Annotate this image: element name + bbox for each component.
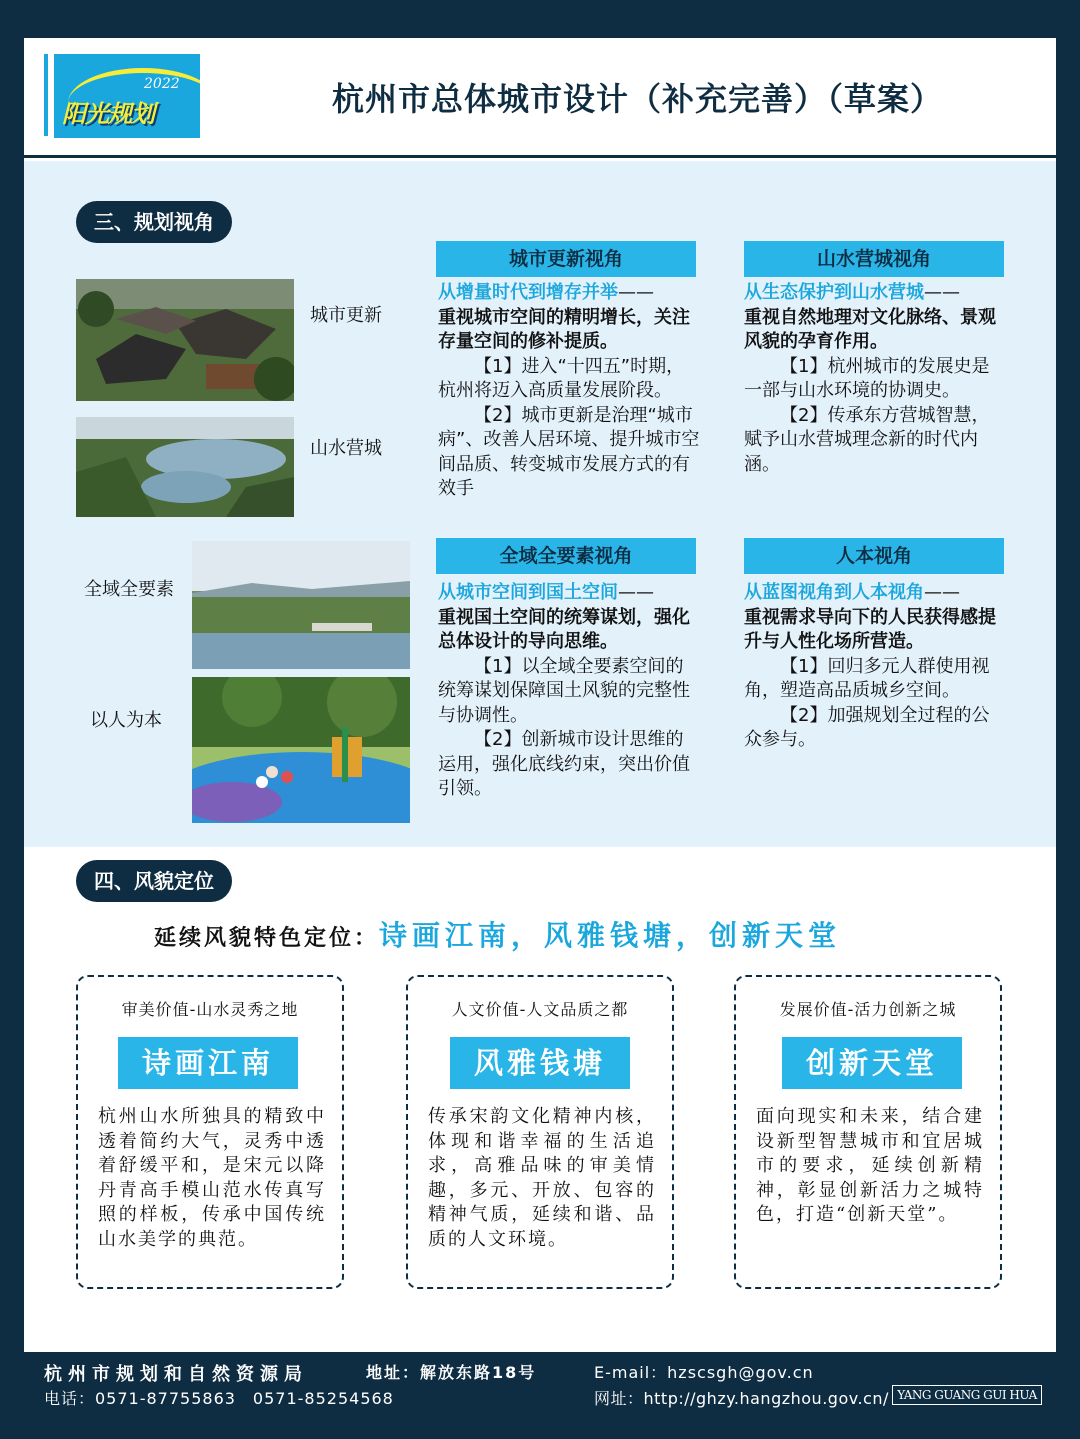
perspective-emphasis: 重视国土空间的统筹谋划，强化总体设计的导向思维。 (438, 606, 690, 652)
logo (54, 54, 200, 138)
card-title: 风雅钱塘 (450, 1037, 630, 1089)
perspective-title-urban-renewal: 城市更新视角 (436, 241, 696, 277)
photo-whole-territory (192, 541, 410, 669)
card-subtitle: 发展价值-活力创新之城 (779, 1000, 957, 1019)
card-subtitle: 审美价值-山水灵秀之地 (121, 1000, 299, 1019)
footer-website-link[interactable]: 网址：http://ghzy.hangzhou.gov.cn/ (594, 1389, 889, 1408)
perspective-lead: 从城市空间到国土空间 (438, 582, 618, 603)
photo-people-oriented (192, 677, 410, 823)
perspective-point-2: 【2】传承东方营城智慧，赋予山水营城理念新的时代内涵。 (744, 404, 990, 475)
photo-label-whole-territory: 全域全要素 (84, 579, 174, 600)
logo-year: 2022 (144, 76, 180, 92)
perspective-title-whole-territory: 全域全要素视角 (436, 538, 696, 574)
header (24, 38, 1056, 158)
value-card-humanistic (406, 975, 674, 1289)
perspective-lead: 从增量时代到增存并举 (438, 282, 618, 303)
lead-dash: —— (618, 282, 654, 303)
perspective-lead: 从蓝图视角到人本视角 (744, 582, 924, 603)
lead-dash: —— (924, 282, 960, 303)
perspective-point-1: 【1】进入“十四五”时期，杭州将迈入高质量发展阶段。 (438, 355, 685, 401)
photo-label-landscape-city: 山水营城 (310, 438, 382, 459)
perspective-text-urban-renewal (438, 281, 700, 502)
card-body: 杭州山水所独具的精致中透着简约大气，灵秀中透着舒缓平和，是宋元以降丹青高手模山范水传真写照的样板，传承中国传统山水美学的典范。 (98, 1106, 326, 1250)
photo-landscape-city (76, 417, 294, 517)
slogan-value: 诗画江南，风雅钱塘，创新天堂 (379, 919, 842, 952)
footer-brand-mark: YANG GUANG GUI HUA (892, 1385, 1042, 1405)
footer-organization: 杭州市规划和自然资源局 (44, 1364, 308, 1385)
positioning-slogan (154, 914, 841, 954)
perspective-point-2: 【2】创新城市设计思维的运用，强化底线约束，突出价值引领。 (438, 729, 690, 799)
footer-address: 地址：解放东路18号 (366, 1363, 537, 1382)
perspective-emphasis: 重视需求导向下的人民获得感提升与人性化场所营造。 (744, 606, 996, 652)
lead-dash: —— (924, 582, 960, 603)
perspective-text-landscape-city (744, 281, 1006, 477)
footer-phone: 电话：0571-87755863 0571-85254568 (44, 1389, 394, 1408)
perspective-lead: 从生态保护到山水营城 (744, 282, 924, 303)
photo-label-people-oriented: 以人为本 (90, 710, 162, 731)
perspective-emphasis: 重视城市空间的精明增长，关注存量空间的修补提质。 (438, 306, 690, 352)
document-title: 杭州市总体城市设计（补充完善）（草案） (332, 80, 944, 118)
perspective-point-1: 【1】杭州城市的发展史是一部与山水环境的协调史。 (744, 355, 990, 401)
section-badge: 四、风貌定位 (76, 860, 232, 902)
perspective-point-1: 【1】以全域全要素空间的统筹谋划保障国土风貌的完整性与协调性。 (438, 655, 690, 726)
section-badge: 三、规划视角 (76, 201, 232, 243)
value-card-aesthetic (76, 975, 344, 1289)
photo-label-urban-renewal: 城市更新 (310, 305, 382, 326)
slogan-label: 延续风貌特色定位： (154, 925, 380, 951)
perspective-point-2: 【2】加强规划全过程的公众参与。 (744, 704, 990, 750)
poster-frame (24, 38, 1056, 1352)
value-card-development (734, 975, 1002, 1289)
perspective-point-2: 【2】城市更新是治理“城市病”、改善人居环境、提升城市空间品质、转变城市发展方式的有效手 (438, 404, 700, 499)
section-planning-perspectives (24, 161, 1056, 847)
perspective-point-1: 【1】回归多元人群使用视角，塑造高品质城乡空间。 (744, 655, 990, 701)
perspective-emphasis: 重视自然地理对文化脉络、景观风貌的孕育作用。 (744, 306, 996, 352)
photo-urban-renewal (76, 279, 294, 401)
perspective-text-whole-territory (438, 581, 700, 802)
footer-email[interactable]: E-mail：hzscsgh@gov.cn (594, 1363, 814, 1382)
card-body: 传承宋韵文化精神内核，体现和谐幸福的生活追求，高雅品味的审美情趣，多元、开放、包容的精神气质，延续和谐、品质的人文环境。 (428, 1106, 656, 1250)
perspective-title-landscape-city: 山水营城视角 (744, 241, 1004, 277)
card-subtitle: 人文价值-人文品质之都 (451, 1000, 629, 1019)
footer (0, 1352, 1080, 1439)
logo-name: 阳光规划 (62, 100, 154, 128)
logo-accent-bar (44, 54, 48, 136)
perspective-text-people-oriented (744, 581, 1006, 753)
card-title: 诗画江南 (118, 1037, 298, 1089)
card-title: 创新天堂 (782, 1037, 962, 1089)
perspective-title-people-oriented: 人本视角 (744, 538, 1004, 574)
card-body: 面向现实和未来，结合建设新型智慧城市和宜居城市的要求，延续创新精神，彰显创新活力之城特色，打造“创新天堂”。 (756, 1106, 984, 1225)
lead-dash: —— (618, 582, 654, 603)
